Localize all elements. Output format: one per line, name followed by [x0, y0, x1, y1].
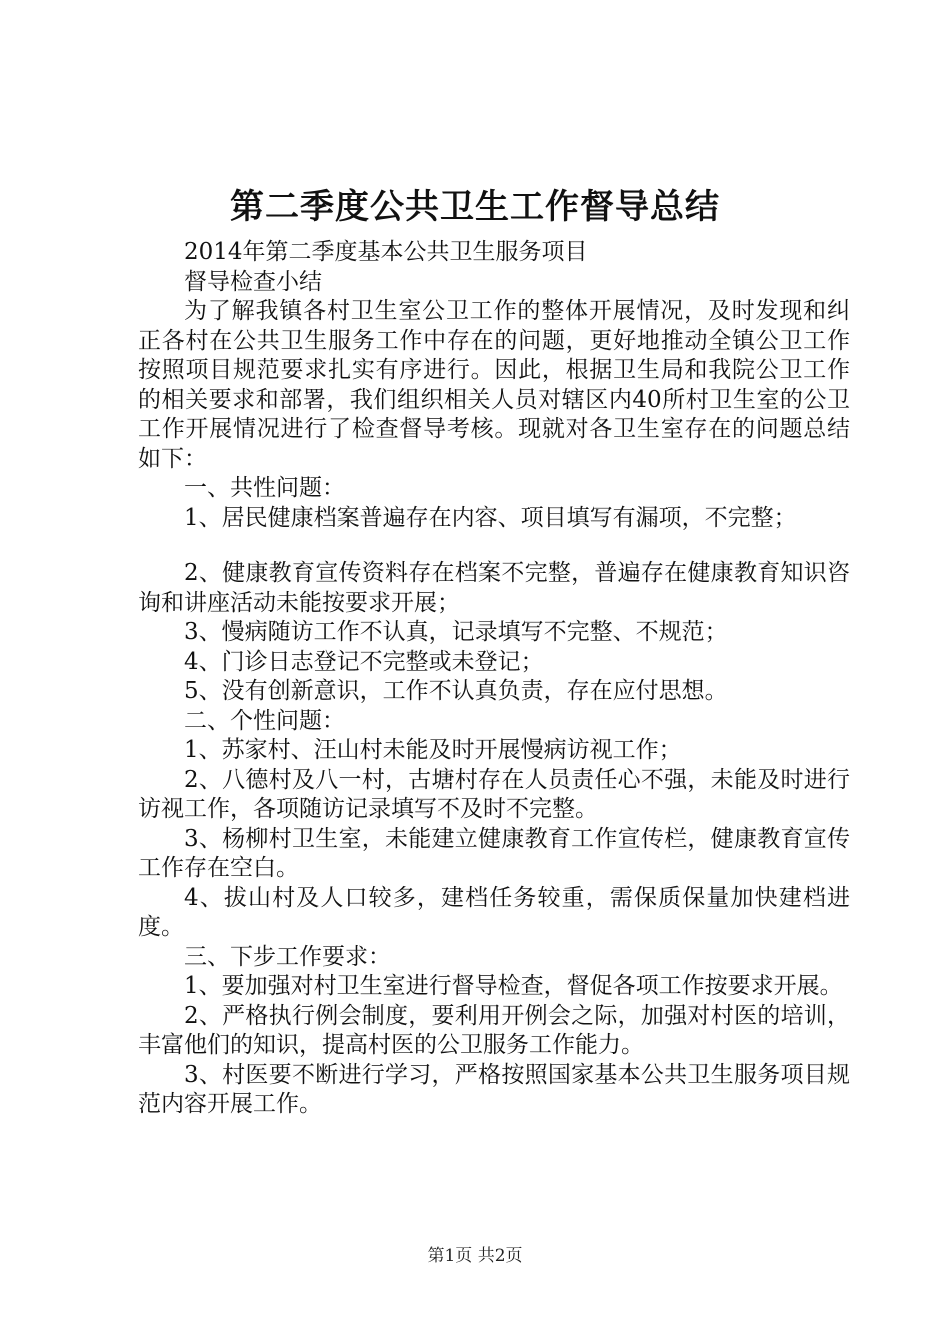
common-issue-1: 1、居民健康档案普遍存在内容、项目填写有漏项，不完整；	[184, 504, 797, 531]
common-issue-3: 3、慢病随访工作不认真，记录填写不完整、不规范；	[184, 619, 728, 645]
individual-issue-1: 1、苏家村、汪山村未能及时开展慢病访视工作；	[184, 737, 682, 763]
intro-paragraph: 为了解我镇各村卫生室公卫工作的整体开展情况，及时发现和纠正各村在公共卫生服务工作中存在的问题，更好地推动全镇公卫工作按照项目规范要求扎实有序进行。因此，根据卫生局和我院公卫工作的相关要求和部署，我们组织相关人员对辖区内40所村卫生室的公卫工作开展情况进行了检查督导考核。现就对各卫生室存在的问题总结如下：	[138, 298, 850, 472]
section-heading-next-steps: 三、下步工作要求：	[184, 943, 391, 970]
next-step-2: 2、严格执行例会制度，要利用开例会之际，加强对村医的培训，丰富他们的知识，提高村医的公卫服务工作能力。	[138, 1002, 850, 1058]
section-heading-individual-issues: 二、个性问题：	[184, 707, 345, 734]
next-step-3: 3、村医要不断进行学习，严格按照国家基本公共卫生服务项目规范内容开展工作。	[138, 1061, 850, 1117]
page-number-footer: 第1页 共2页	[427, 1246, 523, 1266]
next-step-1: 1、要加强对村卫生室进行督导检查，督促各项工作按要求开展。	[184, 973, 843, 999]
individual-issue-2: 2、八德村及八一村，古塘村存在人员责任心不强，未能及时进行访视工作，各项随访记录填写不及时不完整。	[138, 766, 850, 822]
common-issue-2: 2、健康教育宣传资料存在档案不完整，普遍存在健康教育知识咨询和讲座活动未能按要求开展；	[138, 560, 850, 616]
section-heading-common-issues: 一、共性问题：	[184, 475, 345, 501]
document-title: 第二季度公共卫生工作督导总结	[230, 187, 720, 227]
common-issue-4: 4、门诊日志登记不完整或未登记；	[184, 648, 544, 675]
common-issue-5: 5、没有创新意识，工作不认真负责，存在应付思想。	[184, 678, 728, 704]
individual-issue-3: 3、杨柳村卫生室，未能建立健康教育工作宣传栏，健康教育宣传工作存在空白。	[138, 825, 850, 881]
individual-issue-4: 4、拔山村及人口较多，建档任务较重，需保质保量加快建档进度。	[138, 884, 850, 940]
document-body	[138, 238, 850, 1120]
subtitle-line-1: 2014年第二季度基本公共卫生服务项目	[184, 239, 588, 265]
subtitle-line-2: 督导检查小结	[184, 268, 322, 295]
